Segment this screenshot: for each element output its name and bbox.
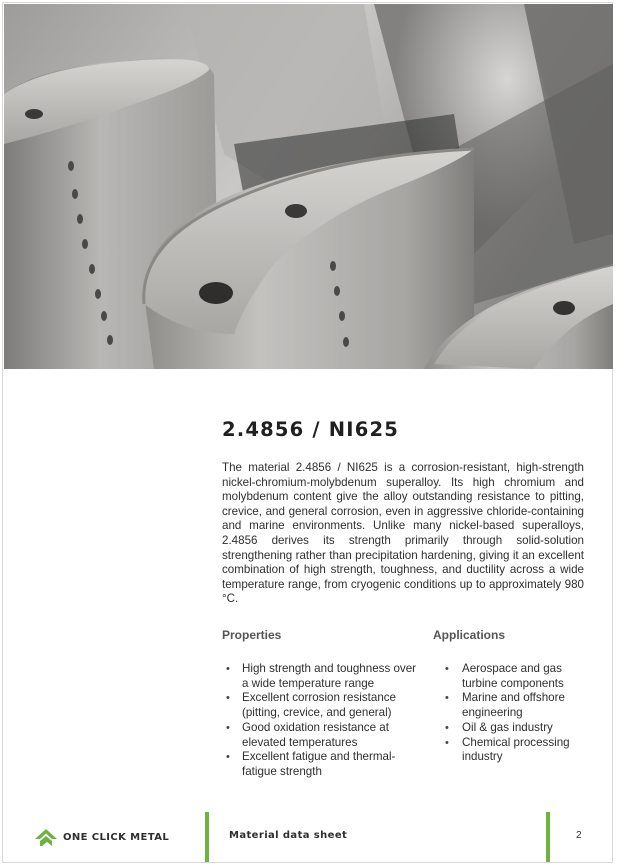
bullet-icon: • xyxy=(445,692,449,705)
material-description: The material 2.4856 / NI625 is a corrosion-resistant, high-strength nickel-chromium-molybdenum superalloy. Its high chromium and molybdenum content give the alloy outstanding resistance to pitting, crevice, and general corrosion, even in aggressive chloride-containing and marine environments. Unlike many nickel-based superalloys, 2.4856 derives its strength primarily through solid-solution strengthening rather than precipitation hardening, giving it an excellent combination of high strength, toughness, and ductility across a wide temperature range, from cryogenic conditions up to approximately 980 °C. xyxy=(222,461,584,606)
bullet-icon: • xyxy=(226,751,230,764)
list-item: • Aerospace and gas turbine components xyxy=(445,662,564,690)
list-item: • High strength and toughness over a wide temperature range xyxy=(226,662,417,690)
bullet-icon: • xyxy=(445,721,449,734)
hero-image xyxy=(4,4,613,369)
bullet-icon: • xyxy=(226,721,230,734)
one-click-metal-logo-icon xyxy=(34,827,58,847)
main-content xyxy=(222,418,584,607)
brand-logo xyxy=(34,826,169,848)
properties-heading: Properties xyxy=(222,628,282,642)
turbine-blades-photo xyxy=(4,4,613,369)
list-item: • Excellent fatigue and thermal-fatigue strength xyxy=(226,750,396,778)
footer-divider-right xyxy=(546,812,550,862)
list-item: • Excellent corrosion resistance (pitting, crevice, and general) xyxy=(226,691,397,720)
applications-list xyxy=(433,662,593,765)
brand-name: ONE CLICK METAL xyxy=(63,831,170,843)
bullet-icon: • xyxy=(445,736,449,749)
page-number: 2 xyxy=(576,830,582,841)
bullet-icon: • xyxy=(445,663,449,675)
info-columns xyxy=(222,628,597,788)
properties-section xyxy=(222,628,422,780)
properties-list xyxy=(222,662,422,780)
applications-section xyxy=(433,628,593,765)
applications-heading: Applications xyxy=(433,628,506,642)
list-item: • Oil & gas industry xyxy=(445,720,553,734)
bullet-icon: • xyxy=(226,692,230,705)
page-footer xyxy=(0,812,617,864)
list-item: • Chemical processing industry xyxy=(445,735,570,764)
footer-divider-left xyxy=(205,812,209,862)
bullet-icon: • xyxy=(226,663,230,675)
list-item: • Marine and offshore engineering xyxy=(445,691,565,720)
document-type-label: Material data sheet xyxy=(229,830,348,841)
material-title: 2.4856 / NI625 xyxy=(222,418,400,441)
list-item: • Good oxidation resistance at elevated temperatures xyxy=(226,720,389,749)
